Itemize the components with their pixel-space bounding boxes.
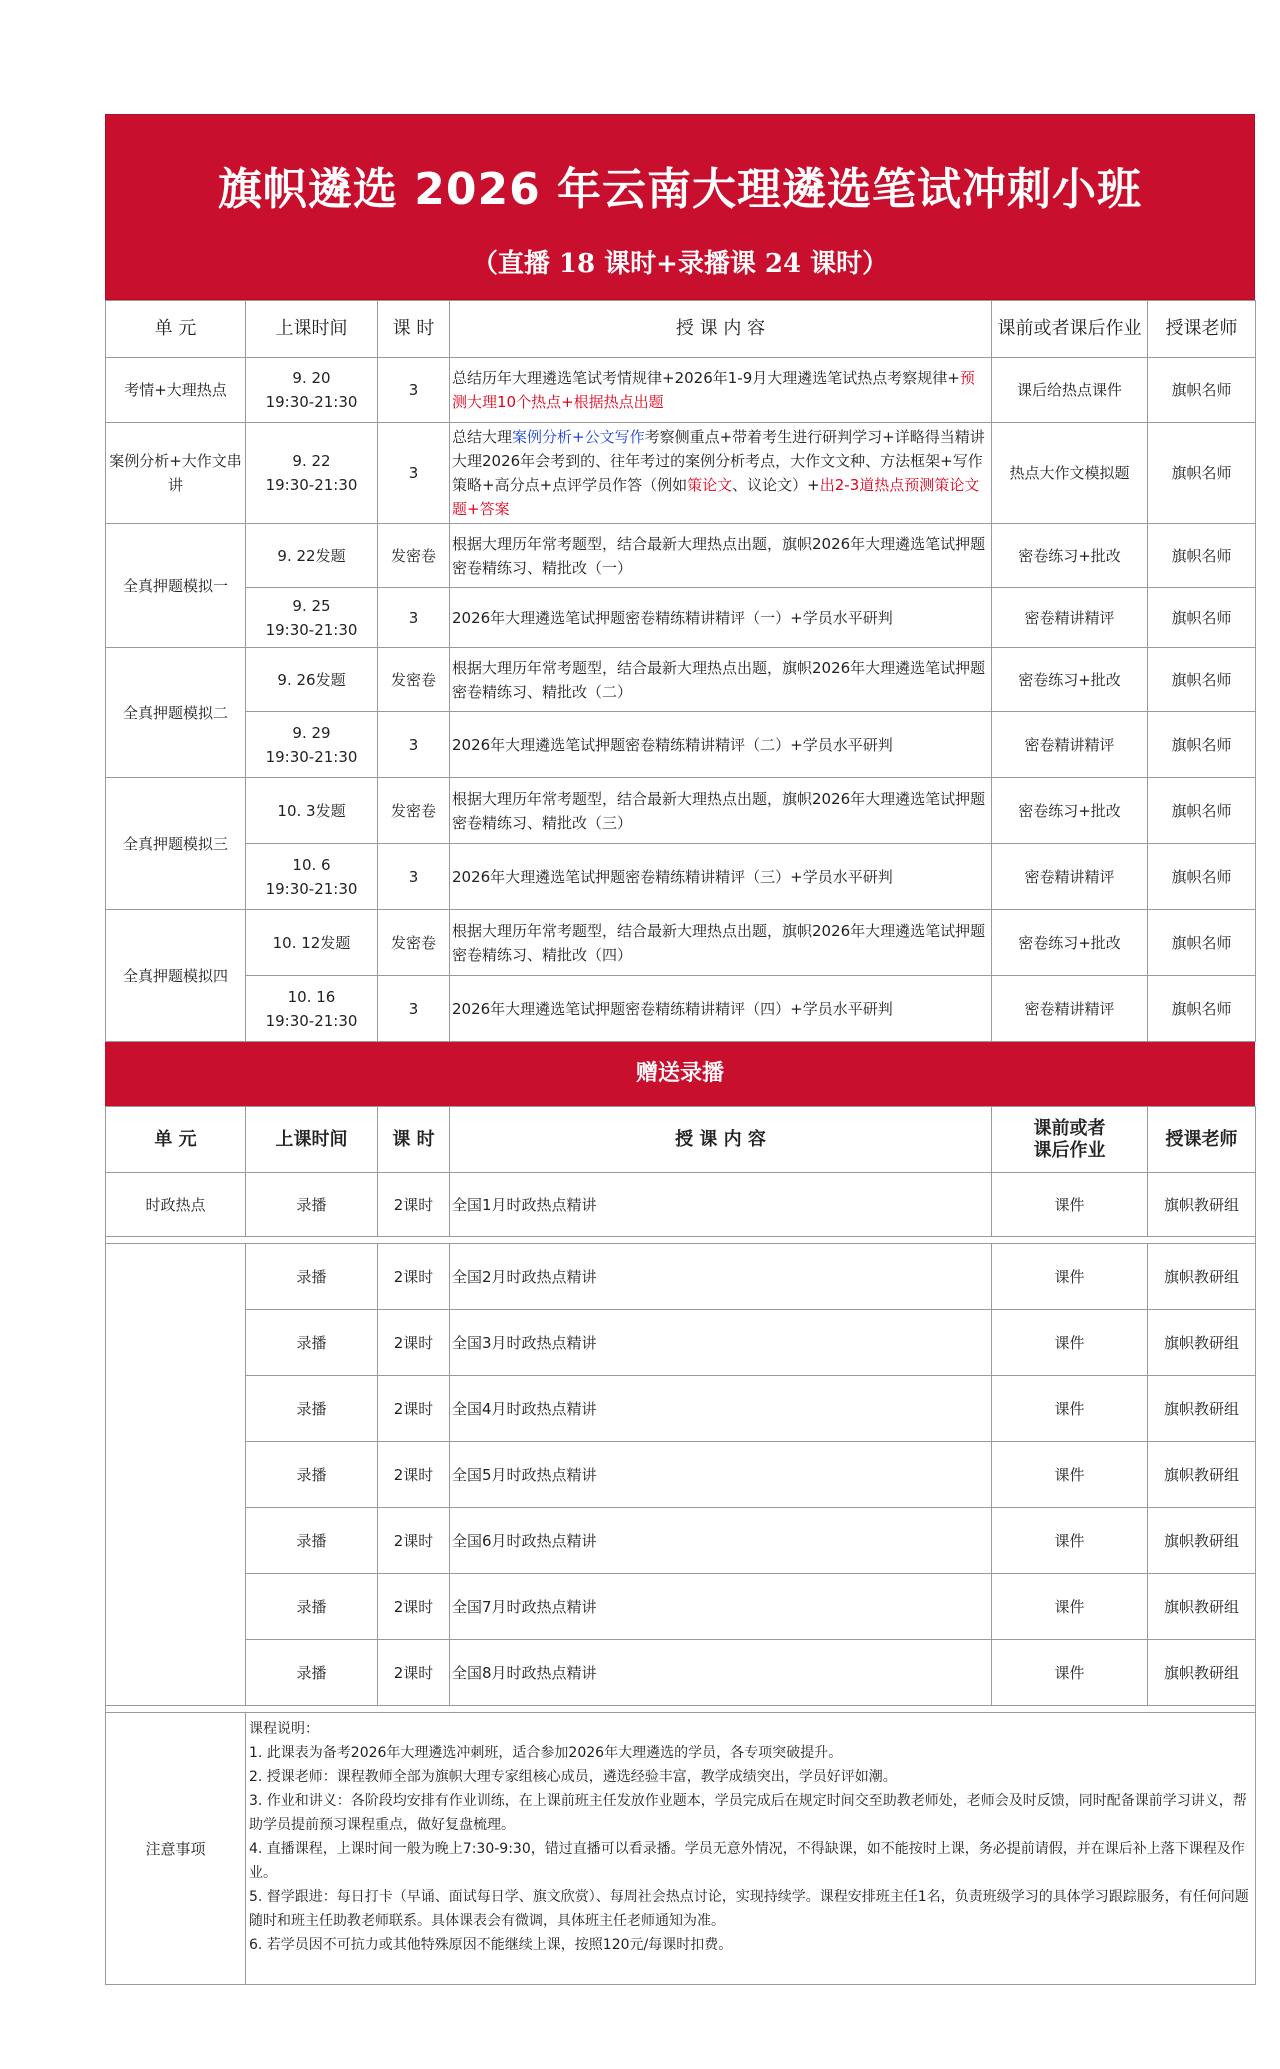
hours-cell: 2课时 <box>378 1244 450 1310</box>
homework-cell: 密卷精讲精评 <box>992 712 1148 778</box>
time-cell: 9. 26发题 <box>246 648 378 712</box>
content-cell: 根据大理历年常考题型，结合最新大理热点出题，旗帜2026年大理遴选笔试押题密卷精练习、精批改（四） <box>450 910 992 976</box>
note-line: 4. 直播课程，上课时间一般为晚上7:30-9:30，错过直播可以看录播。学员无意外情况，不得缺课，如不能按时上课，务必提前请假，并在课后补上落下课程及作业。 <box>249 1841 1245 1881</box>
unit-cell: 全真押题模拟一 <box>106 524 246 648</box>
homework-cell: 课后给热点课件 <box>992 358 1148 423</box>
hours-cell: 发密卷 <box>378 648 450 712</box>
hours-cell: 3 <box>378 423 450 524</box>
unit-cell: 全真押题模拟二 <box>106 648 246 778</box>
teacher-cell: 旗帜名师 <box>1148 910 1256 976</box>
homework-cell: 课件 <box>992 1173 1148 1237</box>
teacher-cell: 旗帜名师 <box>1148 844 1256 910</box>
teacher-cell: 旗帜名师 <box>1148 423 1256 524</box>
unit-cell: 考情+大理热点 <box>106 358 246 423</box>
notes-text <box>246 1713 1256 1985</box>
teacher-cell: 旗帜名师 <box>1148 648 1256 712</box>
homework-cell: 课件 <box>992 1640 1148 1706</box>
hours-cell: 3 <box>378 976 450 1042</box>
content-cell: 总结大理案例分析+公文写作考察侧重点+带着考生进行研判学习+详略得当精讲大理2026年会考到的、往年考过的案例分析考点，大作文文种、方法框架+写作策略+高分点+点评学员作答（例如策论文、议论文）+出2-3道热点预测策论文题+答案 <box>450 423 992 524</box>
row-divider <box>106 1237 1256 1244</box>
time-cell: 录播 <box>246 1244 378 1310</box>
hours-cell: 发密卷 <box>378 524 450 588</box>
content-cell: 全国3月时政热点精讲 <box>450 1310 992 1376</box>
unit-cell: 全真押题模拟三 <box>106 778 246 910</box>
time-cell: 录播 <box>246 1376 378 1442</box>
teacher-cell: 旗帜教研组 <box>1148 1310 1256 1376</box>
content-cell: 全国5月时政热点精讲 <box>450 1442 992 1508</box>
table-row <box>106 910 1256 976</box>
time-cell: 录播 <box>246 1508 378 1574</box>
table-row <box>106 588 1256 648</box>
content-cell: 全国2月时政热点精讲 <box>450 1244 992 1310</box>
teacher-cell: 旗帜教研组 <box>1148 1244 1256 1310</box>
unit-cell: 时政热点 <box>106 1173 246 1237</box>
table-row <box>106 648 1256 712</box>
homework-cell: 课件 <box>992 1376 1148 1442</box>
note-line: 5. 督学跟进：每日打卡（早诵、面试每日学、旗文欣赏）、每周社会热点讨论，实现持续学。课程安排班主任1名，负责班级学习的具体学习跟踪服务，有任何问题随时和班主任助教老师联系。具体课表会有微调，具体班主任老师通知为准。 <box>249 1889 1249 1929</box>
homework-cell: 课件 <box>992 1574 1148 1640</box>
note-line: 2. 授课老师：课程教师全部为旗帜大理专家组核心成员，遴选经验丰富，教学成绩突出，学员好评如潮。 <box>249 1769 897 1785</box>
time-cell: 10. 6 19:30-21:30 <box>246 844 378 910</box>
teacher-cell: 旗帜名师 <box>1148 524 1256 588</box>
hours-cell: 3 <box>378 844 450 910</box>
table-row <box>106 1508 1256 1574</box>
col-header-content: 授 课 内 容 <box>450 301 992 358</box>
note-line: 6. 若学员因不可抗力或其他特殊原因不能继续上课，按照120元/每课时扣费。 <box>249 1937 733 1953</box>
teacher-cell: 旗帜教研组 <box>1148 1173 1256 1237</box>
table-row <box>106 358 1256 423</box>
page-subtitle: （直播 18 课时+录播课 24 课时） <box>471 249 889 279</box>
table-row <box>106 712 1256 778</box>
table-row <box>106 1244 1256 1310</box>
unit-cell-empty <box>106 1244 246 1706</box>
unit-cell: 全真押题模拟四 <box>106 910 246 1042</box>
time-cell: 录播 <box>246 1173 378 1237</box>
content-cell: 全国7月时政热点精讲 <box>450 1574 992 1640</box>
time-cell: 9. 29 19:30-21:30 <box>246 712 378 778</box>
col-header-homework: 课前或者 课后作业 <box>992 1107 1148 1173</box>
table-row <box>106 976 1256 1042</box>
col-header-unit: 单 元 <box>106 1107 246 1173</box>
hours-cell: 发密卷 <box>378 778 450 844</box>
table-row <box>106 1640 1256 1706</box>
teacher-cell: 旗帜名师 <box>1148 778 1256 844</box>
homework-cell: 课件 <box>992 1442 1148 1508</box>
content-cell: 2026年大理遴选笔试押题密卷精练精讲精评（二）+学员水平研判 <box>450 712 992 778</box>
hours-cell: 发密卷 <box>378 910 450 976</box>
col-header-unit: 单 元 <box>106 301 246 358</box>
homework-cell: 密卷精讲精评 <box>992 976 1148 1042</box>
note-line: 课程说明： <box>249 1721 319 1737</box>
content-cell: 全国6月时政热点精讲 <box>450 1508 992 1574</box>
table-row <box>106 1173 1256 1237</box>
table-row <box>106 524 1256 588</box>
title-banner <box>105 114 1255 300</box>
content-cell: 2026年大理遴选笔试押题密卷精练精讲精评（一）+学员水平研判 <box>450 588 992 648</box>
recorded-schedule-table <box>105 1106 1256 1712</box>
teacher-cell: 旗帜名师 <box>1148 712 1256 778</box>
notes-label: 注意事项 <box>106 1713 246 1985</box>
col-header-hours: 课 时 <box>378 1107 450 1173</box>
homework-cell: 课件 <box>992 1244 1148 1310</box>
unit-cell: 案例分析+大作文串讲 <box>106 423 246 524</box>
content-cell: 根据大理历年常考题型，结合最新大理热点出题，旗帜2026年大理遴选笔试押题密卷精练习、精批改（二） <box>450 648 992 712</box>
hours-cell: 2课时 <box>378 1508 450 1574</box>
content-cell: 全国1月时政热点精讲 <box>450 1173 992 1237</box>
time-cell: 录播 <box>246 1442 378 1508</box>
content-cell: 2026年大理遴选笔试押题密卷精练精讲精评（三）+学员水平研判 <box>450 844 992 910</box>
col-header-hours: 课 时 <box>378 301 450 358</box>
teacher-cell: 旗帜教研组 <box>1148 1376 1256 1442</box>
hours-cell: 2课时 <box>378 1442 450 1508</box>
homework-cell: 密卷练习+批改 <box>992 910 1148 976</box>
live-schedule-table <box>105 300 1256 1042</box>
homework-cell: 密卷精讲精评 <box>992 844 1148 910</box>
col-header-time: 上课时间 <box>246 1107 378 1173</box>
content-cell: 总结历年大理遴选笔试考情规律+2026年1-9月大理遴选笔试热点考察规律+预测大理10个热点+根据热点出题 <box>450 358 992 423</box>
homework-cell: 课件 <box>992 1508 1148 1574</box>
table-row <box>106 778 1256 844</box>
time-cell: 10. 16 19:30-21:30 <box>246 976 378 1042</box>
content-cell: 2026年大理遴选笔试押题密卷精练精讲精评（四）+学员水平研判 <box>450 976 992 1042</box>
table-header-row <box>106 301 1256 358</box>
notes-row <box>106 1713 1256 1985</box>
time-cell: 9. 22发题 <box>246 524 378 588</box>
homework-cell: 课件 <box>992 1310 1148 1376</box>
table-row <box>106 1442 1256 1508</box>
hours-cell: 2课时 <box>378 1173 450 1237</box>
homework-cell: 密卷练习+批改 <box>992 524 1148 588</box>
content-cell: 根据大理历年常考题型，结合最新大理热点出题，旗帜2026年大理遴选笔试押题密卷精练习、精批改（三） <box>450 778 992 844</box>
teacher-cell: 旗帜名师 <box>1148 976 1256 1042</box>
table-row <box>106 1574 1256 1640</box>
time-cell: 录播 <box>246 1574 378 1640</box>
time-cell: 10. 3发题 <box>246 778 378 844</box>
teacher-cell: 旗帜教研组 <box>1148 1508 1256 1574</box>
col-header-teacher: 授课老师 <box>1148 1107 1256 1173</box>
gift-section-banner: 赠送录播 <box>105 1042 1255 1106</box>
table-row <box>106 1376 1256 1442</box>
col-header-teacher: 授课老师 <box>1148 301 1256 358</box>
hours-cell: 3 <box>378 712 450 778</box>
notes-table <box>105 1712 1256 1985</box>
time-cell: 9. 20 19:30-21:30 <box>246 358 378 423</box>
col-header-time: 上课时间 <box>246 301 378 358</box>
homework-cell: 密卷练习+批改 <box>992 648 1148 712</box>
note-line: 1. 此课表为备考2026年大理遴选冲刺班，适合参加2026年大理遴选的学员，各专项突破提升。 <box>249 1745 843 1761</box>
hours-cell: 3 <box>378 358 450 423</box>
teacher-cell: 旗帜教研组 <box>1148 1574 1256 1640</box>
homework-cell: 密卷精讲精评 <box>992 588 1148 648</box>
table-header-row <box>106 1107 1256 1173</box>
table-row <box>106 844 1256 910</box>
page-title: 旗帜遴选 2026 年云南大理遴选笔试冲刺小班 <box>217 164 1143 215</box>
col-header-content: 授 课 内 容 <box>450 1107 992 1173</box>
table-row <box>106 1310 1256 1376</box>
teacher-cell: 旗帜教研组 <box>1148 1640 1256 1706</box>
content-cell: 全国8月时政热点精讲 <box>450 1640 992 1706</box>
homework-cell: 密卷练习+批改 <box>992 778 1148 844</box>
content-cell: 根据大理历年常考题型，结合最新大理热点出题，旗帜2026年大理遴选笔试押题密卷精练习、精批改（一） <box>450 524 992 588</box>
homework-cell: 热点大作文模拟题 <box>992 423 1148 524</box>
schedule-sheet <box>105 114 1255 1985</box>
table-row <box>106 423 1256 524</box>
hours-cell: 2课时 <box>378 1574 450 1640</box>
time-cell: 10. 12发题 <box>246 910 378 976</box>
time-cell: 9. 22 19:30-21:30 <box>246 423 378 524</box>
note-line: 3. 作业和讲义：各阶段均安排有作业训练，在上课前班主任发放作业题本，学员完成后在规定时间交至助教老师处，老师会及时反馈，同时配备课前学习讲义，帮助学员提前预习课程重点，做好复盘梳理。 <box>249 1793 1247 1833</box>
teacher-cell: 旗帜名师 <box>1148 588 1256 648</box>
time-cell: 录播 <box>246 1640 378 1706</box>
content-cell: 全国4月时政热点精讲 <box>450 1376 992 1442</box>
teacher-cell: 旗帜名师 <box>1148 358 1256 423</box>
time-cell: 录播 <box>246 1310 378 1376</box>
teacher-cell: 旗帜教研组 <box>1148 1442 1256 1508</box>
hours-cell: 3 <box>378 588 450 648</box>
col-header-homework: 课前或者课后作业 <box>992 301 1148 358</box>
hours-cell: 2课时 <box>378 1640 450 1706</box>
hours-cell: 2课时 <box>378 1310 450 1376</box>
hours-cell: 2课时 <box>378 1376 450 1442</box>
time-cell: 9. 25 19:30-21:30 <box>246 588 378 648</box>
